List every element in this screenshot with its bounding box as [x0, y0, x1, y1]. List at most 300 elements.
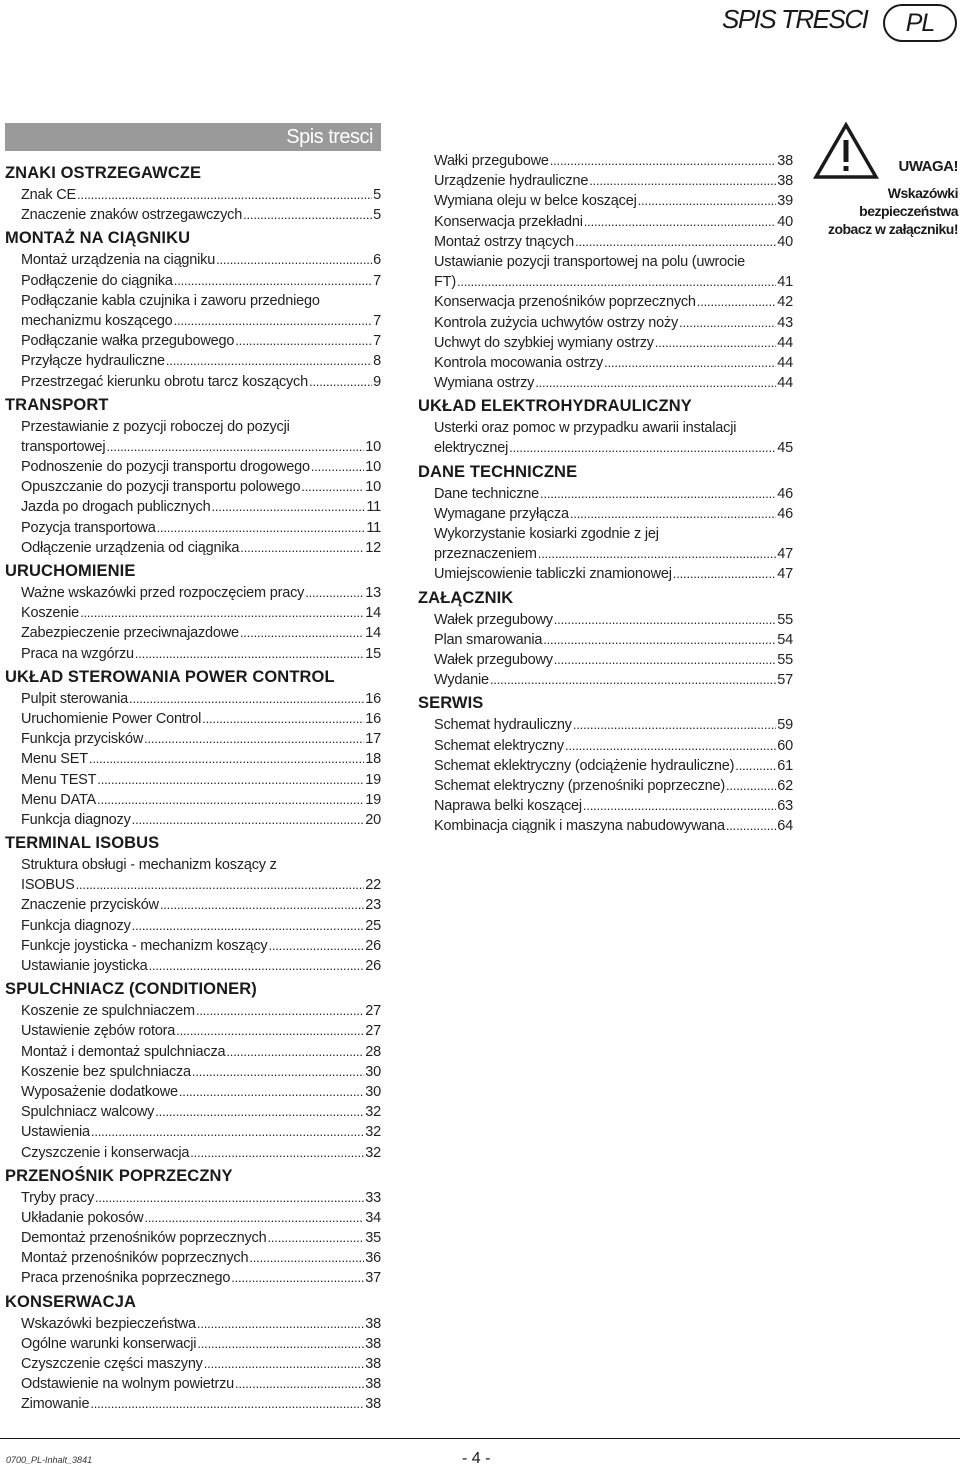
toc-page-number: 38	[365, 1376, 381, 1393]
dot-leader	[638, 191, 777, 211]
dot-leader	[106, 437, 364, 457]
dot-leader	[144, 729, 364, 749]
toc-entry-title: Schemat elektryczny (przenośniki poprzeczne)	[434, 777, 725, 794]
dot-leader	[589, 171, 776, 191]
toc-entry[interactable]	[5, 271, 381, 291]
toc-entry[interactable]	[418, 252, 793, 272]
toc-entry[interactable]	[5, 372, 381, 392]
toc-entry-title: Naprawa belki koszącej	[434, 798, 582, 815]
toc-entry[interactable]	[5, 437, 381, 457]
toc-entry-title: Wydanie	[434, 672, 489, 689]
toc-entry[interactable]	[418, 171, 793, 191]
toc-entry[interactable]	[418, 564, 793, 584]
dot-leader	[211, 497, 365, 517]
toc-entry[interactable]	[418, 504, 793, 524]
toc-entry-title: Ustawienie zębów rotora	[21, 1023, 176, 1040]
toc-entry-title: elektrycznej	[434, 440, 509, 457]
dot-leader	[179, 1082, 364, 1102]
section-heading: TRANSPORT	[5, 395, 109, 414]
dot-leader	[97, 790, 364, 810]
toc-entry-title: Odstawienie na wolnym powietrzu	[21, 1376, 235, 1393]
toc-entry-title: Jazda po drogach publicznych	[21, 499, 211, 516]
toc-page-number: 16	[365, 690, 381, 707]
toc-entry[interactable]	[5, 810, 381, 830]
toc-page-number: 57	[777, 672, 793, 689]
toc-entry-title: Wskazówki bezpieczeństwa	[21, 1315, 196, 1332]
toc-entry[interactable]	[418, 373, 793, 393]
toc-entry-title: Wałek przegubowy	[434, 611, 553, 628]
toc-page-number: 9	[373, 373, 381, 390]
toc-entry-title: Układanie pokosów	[21, 1209, 144, 1226]
dot-leader	[166, 351, 372, 371]
dot-leader	[235, 331, 372, 351]
section-heading: ZAŁĄCZNIK	[418, 588, 514, 607]
dot-leader	[655, 333, 776, 353]
toc-page-number: 7	[373, 312, 381, 329]
toc-entry[interactable]	[5, 583, 381, 603]
toc-entry-title: Menu DATA	[21, 791, 97, 808]
dot-leader	[604, 353, 776, 373]
dot-leader	[135, 644, 364, 664]
dot-leader	[538, 544, 776, 564]
toc-page-number: 20	[365, 811, 381, 828]
footer-document-code: 0700_PL-Inhalt_3841	[6, 1455, 93, 1465]
dot-leader	[735, 756, 776, 776]
toc-entry[interactable]	[5, 291, 381, 311]
toc-page-number: 45	[777, 440, 793, 457]
toc-page-number: 26	[365, 937, 381, 954]
dot-leader	[490, 670, 776, 690]
toc-entry-title: Umiejscowienie tabliczki znamionowej	[434, 566, 672, 583]
toc-entry[interactable]	[418, 650, 793, 670]
toc-entry-title: Wyposażenie dodatkowe	[21, 1083, 178, 1100]
section-heading: KONSERWACJA	[5, 1292, 136, 1311]
toc-entry[interactable]	[5, 770, 381, 790]
dot-leader	[554, 610, 777, 630]
dot-leader	[204, 1354, 365, 1374]
toc-page-number: 10	[365, 438, 381, 455]
toc-entry[interactable]	[418, 630, 793, 650]
toc-entry[interactable]	[5, 1042, 381, 1062]
toc-entry[interactable]	[5, 351, 381, 371]
section-heading: TERMINAL ISOBUS	[5, 834, 160, 853]
toc-entry[interactable]	[5, 956, 381, 976]
section-heading: SPULCHNIACZ (CONDITIONER)	[5, 980, 257, 999]
toc-page-number: 6	[373, 252, 381, 269]
toc-page-number: 42	[777, 294, 793, 311]
toc-entry[interactable]	[5, 185, 381, 205]
dot-leader	[268, 936, 364, 956]
toc-entry-title: Podłączanie kabla czujnika i zaworu przedniego	[21, 292, 320, 309]
toc-page-number: 22	[365, 877, 381, 894]
dot-leader	[509, 438, 776, 458]
toc-entry-title: Plan smarowania	[434, 631, 543, 648]
warning-triangle-icon	[813, 122, 879, 180]
toc-right-column	[418, 151, 793, 836]
toc-page-number: 8	[373, 353, 381, 370]
toc-entry[interactable]	[5, 623, 381, 643]
toc-entry[interactable]	[5, 1188, 381, 1208]
toc-entry[interactable]	[418, 484, 793, 504]
dot-leader	[565, 736, 776, 756]
toc-entry-title: Koszenie bez spulchniacza	[21, 1063, 191, 1080]
toc-page-number: 13	[365, 585, 381, 601]
dot-leader	[235, 1374, 364, 1394]
dot-leader	[584, 212, 777, 232]
toc-entry[interactable]	[5, 689, 381, 709]
toc-entry[interactable]	[5, 311, 381, 331]
toc-page-number: 19	[365, 771, 381, 788]
toc-entry[interactable]	[418, 715, 793, 735]
dot-leader	[80, 603, 364, 623]
toc-entry[interactable]	[5, 331, 381, 351]
toc-entry[interactable]	[5, 875, 381, 895]
toc-page-number: 38	[365, 1315, 381, 1332]
dot-leader	[673, 564, 776, 584]
toc-entry[interactable]	[5, 1374, 381, 1394]
section-heading: UKŁAD ELEKTROHYDRAULICZNY	[418, 397, 692, 416]
toc-page-number: 32	[365, 1104, 381, 1121]
toc-page-number: 26	[365, 958, 381, 974]
toc-page-number: 33	[365, 1189, 381, 1206]
dot-leader	[160, 895, 364, 915]
toc-page-number: 36	[365, 1250, 381, 1267]
toc-page-number: 34	[365, 1209, 381, 1226]
toc-entry-title: Schemat hydrauliczny	[434, 717, 572, 734]
toc-page-number: 44	[777, 354, 793, 371]
toc-entry[interactable]	[418, 418, 793, 438]
dot-leader	[249, 1248, 364, 1268]
toc-page-number: 47	[777, 566, 793, 583]
toc-entry-title: Konserwacja przenośników poprzecznych	[434, 294, 696, 311]
dot-leader	[726, 776, 776, 796]
toc-entry-title: Znaczenie przycisków	[21, 897, 159, 914]
toc-entry[interactable]	[5, 1248, 381, 1268]
toc-entry-title: Ustawienia	[21, 1124, 90, 1141]
toc-page-number: 55	[777, 651, 793, 668]
toc-page-number: 46	[777, 485, 793, 502]
toc-entry[interactable]	[5, 518, 381, 538]
toc-entry-title: Kombinacja ciągnik i maszyna nabudowywana	[434, 818, 725, 835]
dot-leader	[550, 151, 777, 171]
toc-entry-title: Schemat eklektryczny (odciążenie hydrauliczne)	[434, 757, 735, 774]
toc-entry-title: Funkcja diagnozy	[21, 917, 131, 934]
toc-page-number: 14	[365, 605, 381, 622]
toc-page-number: 43	[777, 314, 793, 331]
section-heading: URUCHOMIENIE	[5, 562, 136, 580]
toc-entry[interactable]	[5, 1143, 381, 1163]
toc-entry[interactable]	[418, 151, 793, 171]
dot-leader	[309, 372, 372, 392]
dot-leader	[575, 232, 776, 252]
toc-page-number: 47	[777, 546, 793, 563]
toc-entry-title: Wałek przegubowy	[434, 651, 553, 668]
toc-entry[interactable]	[418, 610, 793, 630]
section-heading: UKŁAD STEROWANIA POWER CONTROL	[5, 667, 335, 686]
toc-entry-title: Kontrola mocowania ostrzy	[434, 354, 604, 371]
toc-page-number: 18	[365, 751, 381, 768]
toc-entry[interactable]	[5, 417, 381, 437]
toc-entry-title: Praca przenośnika poprzecznego	[21, 1270, 231, 1287]
section-heading: PRZENOŚNIK POPRZECZNY	[5, 1166, 233, 1185]
toc-entry-title: Schemat elektryczny	[434, 737, 564, 754]
toc-page-number: 28	[365, 1043, 381, 1060]
footer-divider	[0, 1438, 960, 1439]
toc-entry[interactable]	[5, 1001, 381, 1021]
toc-entry[interactable]	[5, 538, 381, 558]
dot-leader	[240, 623, 364, 643]
toc-entry-title: Menu SET	[21, 751, 88, 768]
toc-entry[interactable]	[5, 749, 381, 769]
toc-entry[interactable]	[5, 855, 381, 875]
section-heading: DANE TECHNICZNE	[418, 462, 578, 481]
toc-page-number: 19	[365, 791, 381, 808]
toc-entry-title: Podłączenie do ciągnika	[21, 272, 173, 289]
dot-leader	[196, 1001, 364, 1021]
toc-page-number: 7	[373, 333, 381, 350]
toc-entry[interactable]	[418, 232, 793, 252]
toc-entry-title: Menu TEST	[21, 771, 97, 788]
footer-page-number: - 4 -	[462, 1450, 491, 1467]
toc-entry-title: ISOBUS	[21, 877, 75, 894]
dot-leader	[132, 916, 365, 936]
toc-entry-title: mechanizmu koszącego	[21, 312, 173, 329]
toc-entry-title: FT)	[434, 274, 456, 291]
toc-entry-title: Przestrzegać kierunku obrotu tarcz koszących	[21, 373, 308, 390]
toc-entry-title: Funkcje joysticka - mechanizm koszący	[21, 937, 268, 954]
toc-entry[interactable]	[418, 313, 793, 333]
toc-entry[interactable]	[418, 272, 793, 292]
dot-leader	[76, 875, 365, 895]
toc-entry-title: Wymiana ostrzy	[434, 375, 535, 392]
toc-page-number: 11	[366, 519, 381, 536]
toc-entry[interactable]	[418, 212, 793, 232]
dot-leader	[540, 484, 776, 504]
dot-leader	[90, 1394, 364, 1414]
toc-entry[interactable]	[5, 457, 381, 477]
toc-page-number: 63	[777, 798, 793, 815]
toc-page-number: 32	[365, 1144, 381, 1161]
header-title: SPIS TRESCI	[722, 4, 868, 34]
toc-entry-title: Znak CE	[21, 187, 77, 203]
dot-leader	[726, 816, 776, 836]
toc-page-number: 17	[365, 731, 381, 748]
toc-page-number: 38	[365, 1335, 381, 1352]
toc-page-number: 14	[365, 625, 381, 642]
toc-entry-title: Odłączenie urządzenia od ciągnika	[21, 539, 240, 556]
toc-entry-title: Pulpit sterowania	[21, 690, 129, 707]
toc-entry-title: Czyszczenie i konserwacja	[21, 1144, 190, 1161]
toc-entry[interactable]	[418, 438, 793, 458]
toc-entry[interactable]	[5, 1082, 381, 1102]
toc-page-number: 7	[373, 272, 381, 289]
toc-entry[interactable]	[418, 816, 793, 836]
toc-entry[interactable]	[5, 1122, 381, 1142]
toc-entry[interactable]	[5, 1334, 381, 1354]
toc-entry[interactable]	[418, 191, 793, 211]
dot-leader	[149, 956, 365, 976]
toc-left-column	[5, 160, 381, 1415]
dot-leader	[174, 311, 373, 331]
toc-entry-title: Praca na wzgórzu	[21, 645, 134, 662]
toc-page-number: 27	[365, 1023, 381, 1040]
toc-entry[interactable]	[5, 895, 381, 915]
dot-leader	[697, 292, 776, 312]
toc-entry[interactable]	[5, 1314, 381, 1334]
toc-entry[interactable]	[5, 1268, 381, 1288]
toc-entry-title: Funkcja diagnozy	[21, 811, 131, 828]
dot-leader	[301, 477, 364, 497]
toc-page-number: 11	[366, 499, 381, 516]
toc-entry[interactable]	[418, 292, 793, 312]
toc-entry[interactable]	[418, 776, 793, 796]
toc-entry[interactable]	[5, 790, 381, 810]
toc-entry-title: Montaż ostrzy tnących	[434, 233, 575, 250]
toc-entry-title: Ustawianie pozycji transportowej na polu (uwrocie	[434, 253, 745, 270]
toc-entry[interactable]	[418, 544, 793, 564]
dot-leader	[192, 1062, 364, 1082]
dot-leader	[155, 1102, 364, 1122]
dot-leader	[157, 518, 366, 538]
toc-entry[interactable]	[5, 205, 381, 225]
dot-leader	[243, 205, 372, 225]
toc-entry-title: Przestawianie z pozycji roboczej do pozycji	[21, 418, 290, 435]
dot-leader	[174, 271, 372, 291]
section-heading: MONTAŻ NA CIĄGNIKU	[5, 229, 191, 248]
toc-entry[interactable]	[5, 709, 381, 729]
warning-heading: UWAGA!	[898, 158, 958, 175]
toc-entry-title: Funkcja przycisków	[21, 731, 144, 748]
toc-entry-title: Opuszczanie do pozycji transportu polowego	[21, 479, 301, 496]
toc-entry[interactable]	[5, 1062, 381, 1082]
dot-leader	[91, 1122, 364, 1142]
dot-leader	[89, 749, 364, 769]
toc-page-number: 40	[777, 213, 793, 230]
toc-page-number: 61	[777, 757, 793, 774]
section-heading: SERWIS	[418, 694, 484, 713]
dot-leader	[573, 715, 776, 735]
toc-entry-title: Znaczenie znaków ostrzegawczych	[21, 207, 243, 224]
toc-entry[interactable]	[418, 524, 793, 544]
toc-page-number: 62	[777, 777, 793, 794]
toc-entry[interactable]	[5, 1021, 381, 1041]
toc-page-number: 44	[777, 334, 793, 351]
toc-page-number: 30	[365, 1083, 381, 1100]
toc-title-banner: Spis tresci	[5, 123, 381, 151]
toc-entry-title: Tryby pracy	[21, 1189, 94, 1206]
toc-page-number: 41	[777, 274, 793, 291]
toc-entry[interactable]	[418, 333, 793, 353]
dot-leader	[535, 373, 776, 393]
dot-leader	[554, 650, 777, 670]
toc-entry-title: Montaż przenośników poprzecznych	[21, 1250, 249, 1267]
dot-leader	[583, 796, 776, 816]
dot-leader	[190, 1143, 364, 1163]
dot-leader	[231, 1268, 364, 1288]
toc-page-number: 38	[777, 153, 793, 169]
toc-entry[interactable]	[418, 756, 793, 776]
toc-page-number: 55	[777, 611, 793, 628]
toc-page-number: 35	[365, 1230, 381, 1247]
toc-entry-title: transportowej	[21, 438, 106, 455]
dot-leader	[202, 709, 364, 729]
toc-page-number: 32	[365, 1124, 381, 1141]
warning-text: Wskazówki bezpieczeństwa zobacz w załączniku!	[827, 185, 958, 237]
toc-entry-title: Kontrola zużycia uchwytów ostrzy noży	[434, 314, 679, 331]
section-heading: ZNAKI OSTRZEGAWCZE	[5, 164, 202, 182]
toc-entry-title: Koszenie	[21, 605, 80, 622]
dot-leader	[176, 1021, 364, 1041]
dot-leader	[144, 1208, 364, 1228]
toc-entry[interactable]	[5, 729, 381, 749]
toc-entry[interactable]	[418, 670, 793, 690]
toc-entry[interactable]	[5, 916, 381, 936]
toc-page-number: 60	[777, 737, 793, 754]
toc-entry-title: Wymagane przyłącza	[434, 505, 569, 522]
toc-page-number: 59	[777, 717, 793, 734]
toc-entry-title: Wykorzystanie kosiarki zgodnie z jej	[434, 526, 659, 542]
toc-entry[interactable]	[418, 796, 793, 816]
toc-entry[interactable]	[5, 477, 381, 497]
dot-leader	[305, 583, 364, 603]
dot-leader	[197, 1314, 364, 1334]
toc-page-number: 25	[365, 917, 381, 934]
toc-page-number: 23	[365, 897, 381, 914]
toc-entry-title: Ważne wskazówki przed rozpoczęciem pracy	[21, 585, 305, 601]
toc-entry-title: Zimowanie	[21, 1396, 90, 1413]
toc-entry-title: Ustawianie joysticka	[21, 958, 148, 974]
dot-leader	[570, 504, 776, 524]
toc-page-number: 5	[373, 207, 381, 224]
toc-entry-title: przeznaczeniem	[434, 546, 537, 563]
toc-entry-title: Montaż i demontaż spulchniacza	[21, 1043, 226, 1060]
toc-entry[interactable]	[5, 1208, 381, 1228]
toc-entry[interactable]	[5, 603, 381, 623]
toc-page-number: 39	[777, 193, 793, 210]
toc-page-number: 38	[365, 1396, 381, 1413]
toc-entry-title: Czyszczenie części maszyny	[21, 1356, 203, 1372]
toc-entry[interactable]	[5, 1228, 381, 1248]
toc-page-number: 46	[777, 505, 793, 522]
toc-entry[interactable]	[5, 1102, 381, 1122]
dot-leader	[226, 1042, 364, 1062]
toc-entry[interactable]	[5, 1394, 381, 1414]
dot-leader	[129, 689, 364, 709]
toc-page-number: 38	[365, 1356, 381, 1372]
dot-leader	[543, 630, 776, 650]
toc-entry[interactable]	[5, 936, 381, 956]
toc-entry-title: Usterki oraz pomoc w przypadku awarii instalacji	[434, 420, 737, 437]
toc-entry[interactable]	[5, 250, 381, 270]
toc-entry[interactable]	[5, 644, 381, 664]
toc-entry-title: Zabezpieczenie przeciwnajazdowe	[21, 625, 239, 642]
toc-page-number: 16	[365, 710, 381, 727]
toc-entry-title: Pozycja transportowa	[21, 519, 156, 536]
toc-entry[interactable]	[418, 736, 793, 756]
dot-leader	[197, 1334, 364, 1354]
language-badge: PL	[883, 4, 957, 42]
toc-page-number: 30	[365, 1063, 381, 1080]
toc-page-number: 27	[365, 1003, 381, 1020]
toc-page-number: 44	[777, 375, 793, 392]
toc-page-number: 64	[777, 818, 793, 835]
toc-entry[interactable]	[418, 353, 793, 373]
toc-entry-title: Demontaż przenośników poprzecznych	[21, 1230, 267, 1247]
toc-entry[interactable]	[5, 497, 381, 517]
toc-entry-title: Struktura obsługi - mechanizm koszący z	[21, 857, 277, 874]
toc-page-number: 5	[373, 187, 381, 203]
toc-entry[interactable]	[5, 1354, 381, 1374]
